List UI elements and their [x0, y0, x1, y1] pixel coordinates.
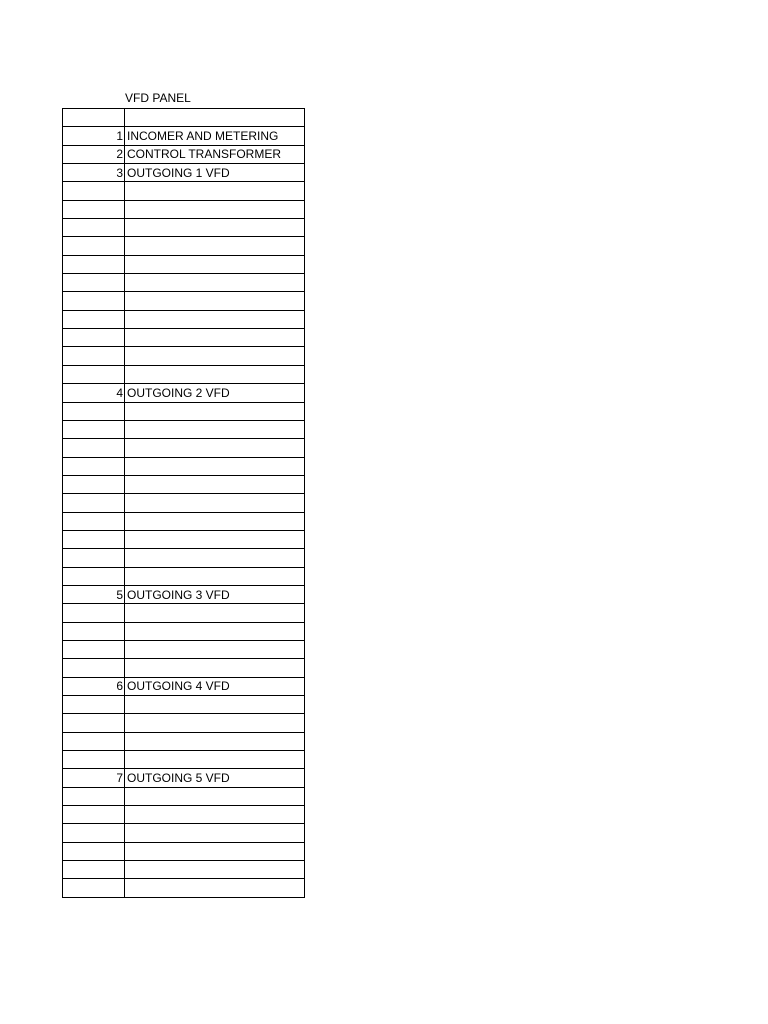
panel-table: [62, 108, 305, 898]
item-description-cell[interactable]: OUTGOING 4 VFD: [125, 677, 305, 695]
table-row: [63, 696, 305, 714]
table-row: [63, 274, 305, 292]
item-number-cell[interactable]: 1: [63, 127, 125, 145]
item-description-cell[interactable]: OUTGOING 1 VFD: [125, 164, 305, 182]
table-row: [63, 842, 305, 860]
item-description-cell[interactable]: [125, 879, 305, 897]
item-description-cell[interactable]: [125, 237, 305, 255]
table-row: [63, 567, 305, 585]
table-row: [63, 824, 305, 842]
table-row: [63, 402, 305, 420]
item-number-cell[interactable]: [63, 714, 125, 732]
item-description-cell[interactable]: [125, 659, 305, 677]
item-description-cell[interactable]: [125, 420, 305, 438]
item-number-cell[interactable]: [63, 439, 125, 457]
item-number-cell[interactable]: [63, 806, 125, 824]
panel-table-body: [63, 109, 305, 898]
item-number-cell[interactable]: [63, 732, 125, 750]
item-description-cell[interactable]: [125, 200, 305, 218]
table-row: [63, 219, 305, 237]
item-description-cell[interactable]: [125, 439, 305, 457]
table-row: [63, 127, 305, 145]
table-row: [63, 512, 305, 530]
table-row: [63, 182, 305, 200]
item-description-cell[interactable]: [125, 182, 305, 200]
item-number-cell[interactable]: [63, 255, 125, 273]
table-row: [63, 420, 305, 438]
table-row: [63, 109, 305, 127]
item-number-cell[interactable]: [63, 475, 125, 493]
item-number-cell[interactable]: 6: [63, 677, 125, 695]
item-description-cell[interactable]: [125, 219, 305, 237]
table-row: [63, 384, 305, 402]
item-description-cell[interactable]: [125, 861, 305, 879]
item-number-cell[interactable]: [63, 494, 125, 512]
item-description-cell[interactable]: [125, 255, 305, 273]
table-row: [63, 585, 305, 603]
item-description-cell[interactable]: OUTGOING 5 VFD: [125, 769, 305, 787]
item-description-cell[interactable]: [125, 530, 305, 548]
item-description-cell[interactable]: [125, 310, 305, 328]
item-description-cell[interactable]: [125, 274, 305, 292]
item-number-cell[interactable]: [63, 787, 125, 805]
item-description-cell[interactable]: [125, 347, 305, 365]
item-number-cell[interactable]: [63, 182, 125, 200]
item-number-cell[interactable]: [63, 219, 125, 237]
table-row: [63, 732, 305, 750]
item-description-cell[interactable]: [125, 806, 305, 824]
item-number-cell[interactable]: [63, 457, 125, 475]
item-description-cell[interactable]: INCOMER AND METERING: [125, 127, 305, 145]
item-number-cell[interactable]: [63, 751, 125, 769]
item-number-cell[interactable]: [63, 622, 125, 640]
item-description-cell[interactable]: [125, 567, 305, 585]
item-number-cell[interactable]: [63, 237, 125, 255]
item-description-cell[interactable]: OUTGOING 3 VFD: [125, 585, 305, 603]
table-row: [63, 347, 305, 365]
item-description-cell[interactable]: OUTGOING 2 VFD: [125, 384, 305, 402]
item-description-cell[interactable]: [125, 604, 305, 622]
table-row: [63, 475, 305, 493]
table-row: [63, 787, 305, 805]
item-number-cell[interactable]: [63, 310, 125, 328]
item-number-cell[interactable]: 2: [63, 145, 125, 163]
item-number-cell[interactable]: 4: [63, 384, 125, 402]
item-description-cell[interactable]: [125, 292, 305, 310]
item-number-cell[interactable]: [63, 549, 125, 567]
table-row: [63, 549, 305, 567]
item-description-cell[interactable]: [125, 696, 305, 714]
table-row: [63, 604, 305, 622]
item-description-cell[interactable]: [125, 824, 305, 842]
item-number-cell[interactable]: [63, 347, 125, 365]
item-number-cell[interactable]: [63, 329, 125, 347]
item-number-cell[interactable]: [63, 842, 125, 860]
table-row: [63, 255, 305, 273]
item-number-cell[interactable]: [63, 402, 125, 420]
table-row: [63, 714, 305, 732]
item-number-cell[interactable]: [63, 420, 125, 438]
table-row: [63, 145, 305, 163]
item-number-cell[interactable]: [63, 200, 125, 218]
item-description-cell[interactable]: [125, 512, 305, 530]
table-row: [63, 365, 305, 383]
item-description-cell[interactable]: [125, 732, 305, 750]
table-row: [63, 329, 305, 347]
item-description-cell[interactable]: [125, 787, 305, 805]
table-row: [63, 200, 305, 218]
table-row: [63, 677, 305, 695]
table-row: [63, 530, 305, 548]
item-description-cell[interactable]: [125, 549, 305, 567]
table-row: [63, 879, 305, 897]
table-row: [63, 310, 305, 328]
table-row: [63, 861, 305, 879]
table-row: [63, 439, 305, 457]
item-number-cell[interactable]: [63, 824, 125, 842]
item-number-cell[interactable]: [63, 861, 125, 879]
table-row: [63, 164, 305, 182]
item-number-cell[interactable]: 7: [63, 769, 125, 787]
item-number-cell[interactable]: [63, 879, 125, 897]
item-number-cell[interactable]: 3: [63, 164, 125, 182]
item-number-cell[interactable]: [63, 659, 125, 677]
item-description-cell[interactable]: [125, 622, 305, 640]
item-description-cell[interactable]: [125, 842, 305, 860]
item-description-cell[interactable]: [125, 365, 305, 383]
table-row: [63, 659, 305, 677]
item-number-cell[interactable]: [63, 365, 125, 383]
item-number-cell[interactable]: [63, 530, 125, 548]
item-description-cell[interactable]: CONTROL TRANSFORMER: [125, 145, 305, 163]
table-row: [63, 640, 305, 658]
item-description-cell[interactable]: [125, 402, 305, 420]
item-number-cell[interactable]: [63, 567, 125, 585]
table-row: [63, 237, 305, 255]
item-number-cell[interactable]: [63, 604, 125, 622]
item-description-cell[interactable]: [125, 640, 305, 658]
table-row: [63, 769, 305, 787]
table-row: [63, 292, 305, 310]
item-description-cell[interactable]: [125, 109, 305, 127]
item-number-cell[interactable]: 5: [63, 585, 125, 603]
item-number-cell[interactable]: [63, 109, 125, 127]
item-number-cell[interactable]: [63, 696, 125, 714]
item-description-cell[interactable]: [125, 457, 305, 475]
table-row: [63, 622, 305, 640]
item-number-cell[interactable]: [63, 640, 125, 658]
item-description-cell[interactable]: [125, 329, 305, 347]
sheet-title: VFD PANEL: [125, 91, 191, 105]
table-row: [63, 457, 305, 475]
table-row: [63, 494, 305, 512]
item-description-cell[interactable]: [125, 751, 305, 769]
item-number-cell[interactable]: [63, 274, 125, 292]
item-number-cell[interactable]: [63, 292, 125, 310]
table-row: [63, 806, 305, 824]
item-description-cell[interactable]: [125, 475, 305, 493]
item-number-cell[interactable]: [63, 512, 125, 530]
item-description-cell[interactable]: [125, 714, 305, 732]
item-description-cell[interactable]: [125, 494, 305, 512]
table-row: [63, 751, 305, 769]
